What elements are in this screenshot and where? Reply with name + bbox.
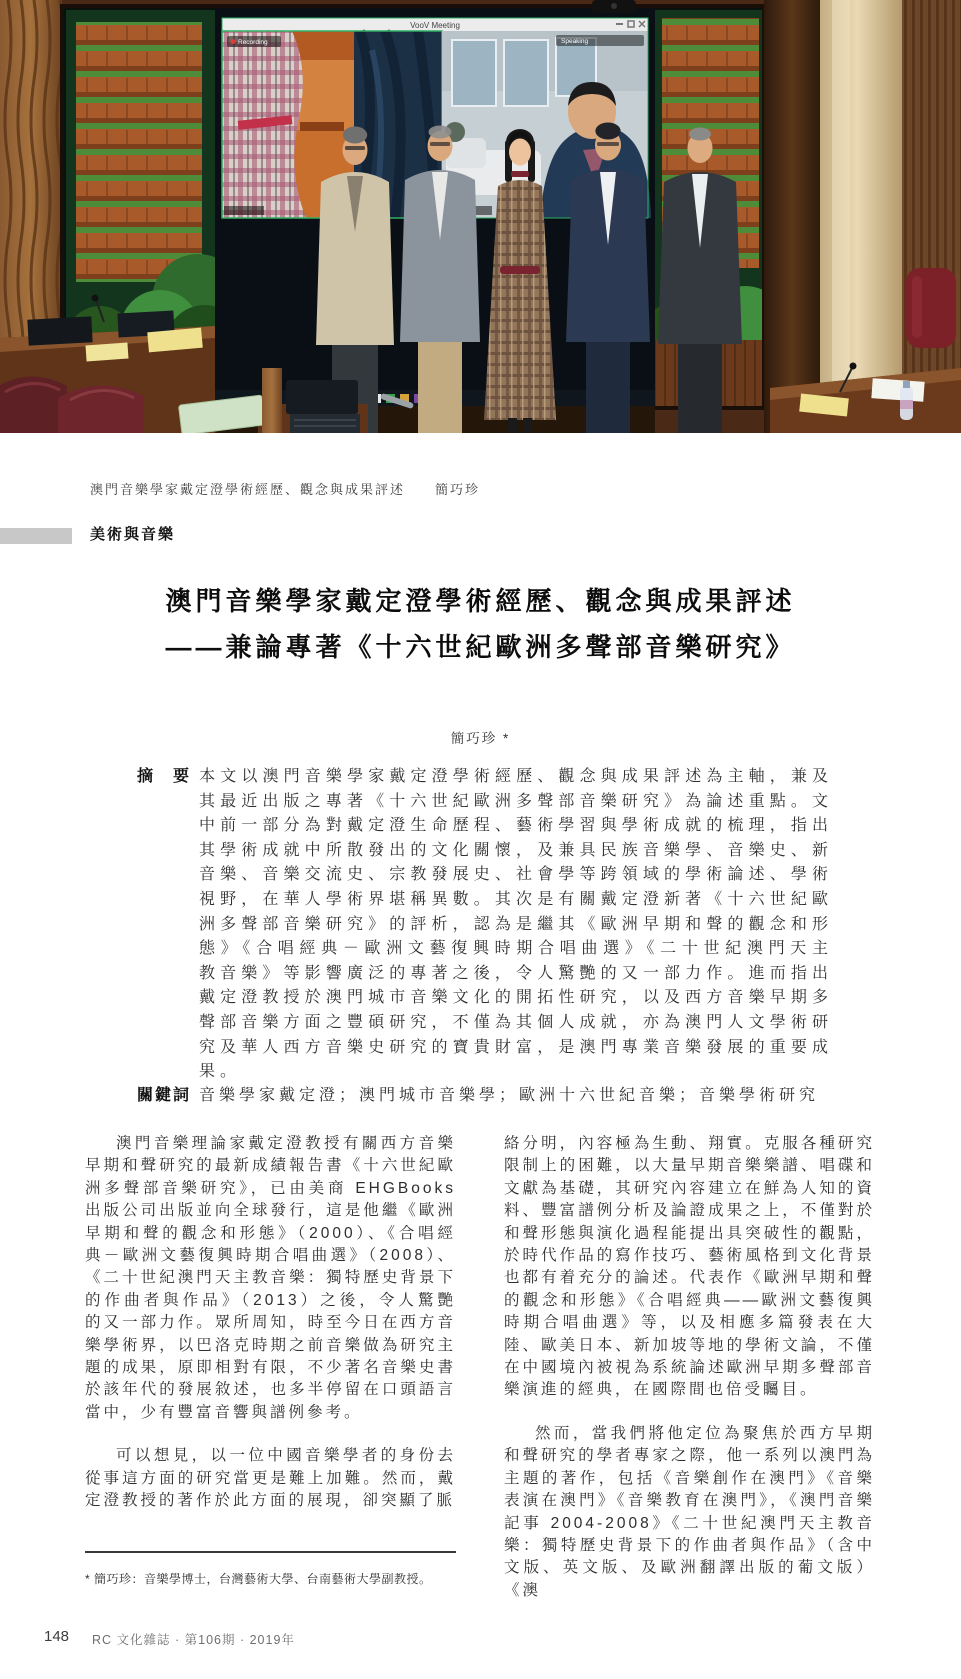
right-wall (902, 0, 961, 433)
ceiling-camera (592, 0, 636, 13)
wood-pole (262, 368, 282, 433)
recording-dot-icon (231, 39, 236, 44)
paragraph: 然而，當我們將他定位為聚焦於西方早期和聲研究的學者專家之際，他一系列以澳門為主題的著作，包括《音樂創作在澳門》《音樂表演在澳門》《音樂教育在澳門》，《澳門音樂記事 2004-2008》《二十世紀澳門天主教音樂：獨特歷史背景下的作曲者與作品》（含中文版、英文版、及歐洲翻譯出版的葡文版）《澳 (504, 1424, 875, 1599)
page-number: 148 (44, 1628, 70, 1645)
desk-monitor (27, 316, 92, 345)
running-head (90, 479, 480, 498)
meeting-title-text: VooV Meeting (410, 21, 460, 30)
section-label: 美術與音樂 (90, 526, 176, 543)
article-title-line2: ——兼論專著《十六世紀歐洲多聲部音樂研究》 (165, 632, 796, 662)
tan-column (820, 0, 902, 433)
page-footer (0, 1628, 961, 1658)
article-author: 簡巧珍 * (450, 731, 511, 746)
section-bar (0, 528, 72, 544)
footnote: * 簡巧珍：音樂學博士，台灣藝術大學、台南藝術大學副教授。 (85, 1572, 432, 1586)
keywords-block (137, 1082, 897, 1105)
wood-pillar (764, 0, 820, 433)
abstract-text: 本文以澳門音樂學家戴定澄學術經歷、觀念與成果評述為主軸，兼及其最近出版之專著《十六世紀歐洲多聲部音樂研究》為論述重點。文中前一部分為對戴定澄生命歷程、藝術學習與學術成就的梳理，指出其學術成就中所散發出的文化關懷，及兼具民族音樂學、音樂史、新音樂、音樂交流史、宗教發展史、社會學等跨領域的學術論述、學術視野，在華人學術界堪稱異數。其次是有關戴定澄新著《十六世紀歐洲多聲部音樂研究》的評析，認為是繼其《歐洲早期和聲的觀念和形態》《合唱經典－歐洲文藝復興時期合唱曲選》《二十世紀澳門天主教音樂》等影響廣泛的專著之後，令人驚艷的又一部力作。進而指出戴定澄教授於澳門城市音樂文化的開拓性研究，以及西方音樂早期多聲部音樂方面之豐碩研究，不僅為其個人成就，亦為澳門人文學術研究及華人西方音樂史研究的寶貴財富，是澳門專業音樂發展的重要成果。 (199, 768, 833, 1081)
paragraph: 可以想見，以一位中國音樂學者的身份去從事這方面的研究當更是難上加難。然而，戴定澄教授的著作於此方面的展現，卻突顯了脈 (85, 1447, 456, 1510)
microphone (850, 363, 857, 370)
conference-photo (0, 0, 961, 433)
yellow-notepad (85, 343, 128, 362)
microphone (92, 295, 99, 302)
abstract-label: 摘 要 (137, 768, 192, 785)
dress-belt (500, 266, 540, 274)
participant-name-tag (224, 206, 264, 215)
glasses (597, 142, 619, 146)
minimize-icon (616, 23, 623, 25)
glasses (345, 146, 365, 150)
abstract-block (137, 765, 833, 1085)
paragraph: 絡分明，內容極為生動、翔實。克服各種研究限制上的困難，以大量早期音樂樂譜、唱碟和文獻為基礎，其研究內容建立在鮮為人知的資料、豐富譜例分析及論證成果之上，不僅對於和聲形態與演化過程能提出具突破性的觀點，於時代作品的寫作技巧、藝術風格到文化背景也都有着充分的論述。代表作《歐洲早期和聲的觀念和形態》《合唱經典——歐洲文藝復興時期合唱曲選》等，以及相應多篇發表在大陸、歐美日本、新加坡等地的學術文論，不僅在中國境內被視為系統論述歐洲早期多聲部音樂演進的經典，在國際間也倍受矚目。 (504, 1135, 875, 1399)
name-card (871, 378, 924, 402)
body-column-right (504, 1133, 875, 1623)
running-author: 簡巧珍 (435, 482, 481, 497)
recording-label: Recording (238, 39, 268, 46)
journal-info: RC 文化雜誌 · 第106期 · 2019年 (92, 1633, 295, 1647)
glasses (430, 142, 450, 146)
keywords-label: 關鍵詞 (137, 1087, 192, 1104)
dress-collar (511, 171, 529, 177)
body-column-left (85, 1133, 456, 1534)
speaking-label: Speaking (561, 38, 589, 45)
laptop (286, 380, 360, 433)
running-title: 澳門音樂學家戴定澄學術經歷、觀念與成果評述 (90, 482, 406, 497)
conference-photo-illustration (0, 0, 961, 433)
paragraph: 澳門音樂理論家戴定澄教授有關西方音樂早期和聲研究的最新成績報告書《十六世紀歐洲多聲部音樂研究》，已由美商 EHGBooks 出版公司出版並向全球發行，這是他繼《歐洲早期和聲的觀念和形態》（2000）、《合唱經典－歐洲文藝復興時期合唱曲選》（2008）、《二十世紀澳門天主教音樂：獨特歷史背景下的作曲者與作品》（2013）之後，令人驚艷的又一部力作。眾所周知，時至今日在西方音樂學術界，以巴洛克時期之前音樂做為研究主題的成果，原即相對有限，不少著名音樂史書於該年代的發展敘述，也多半停留在口頭語言當中，少有豐富音響與譜例參考。 (85, 1135, 456, 1421)
keywords-text: 音樂學家戴定澄；澳門城市音樂學；歐洲十六世紀音樂；音樂學術研究 (199, 1087, 820, 1104)
article-title-line1: 澳門音樂學家戴定澄學術經歷、觀念與成果評述 (165, 586, 796, 616)
article-title (0, 578, 961, 670)
footnote-rule (85, 1551, 456, 1553)
